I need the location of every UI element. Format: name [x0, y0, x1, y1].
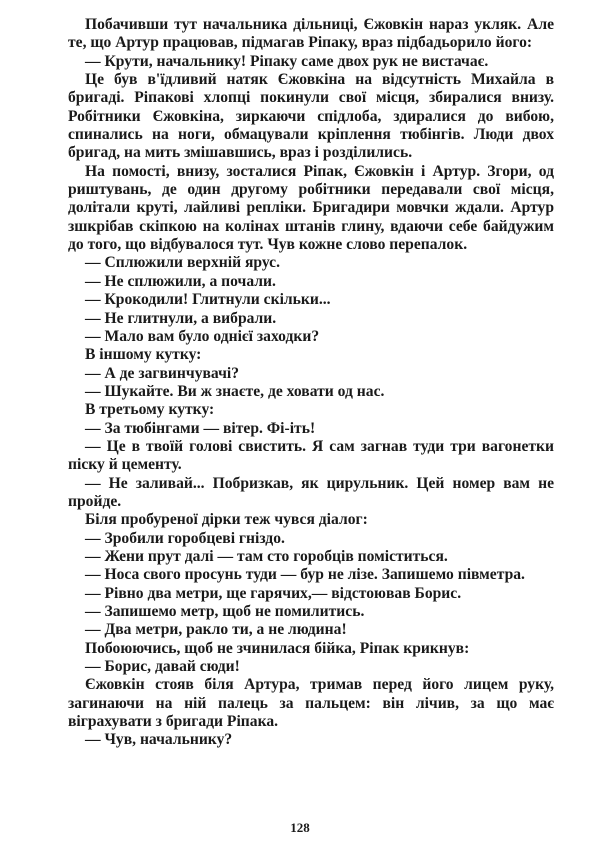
dialogue-line: — Мало вам було однієї заходки?: [85, 327, 320, 345]
dialogue-line: — Крокодили! Глитнули скільки...: [85, 291, 331, 309]
dialogue-line: — Жени прут далі — там сто горобців поміститься.: [85, 547, 448, 565]
paragraph: Єжовкін стояв біля Артура, тримав перед його лицем руку, загинаючи на ній палець за пальцем: він лічив, за що має віграхувати з бригади Ріпака.: [68, 676, 554, 731]
dialogue-line: — Два метри, ракло ти, а не людина!: [85, 621, 347, 639]
dialogue-line: — Не глитнули, а вибрали.: [85, 309, 277, 327]
dialogue-line: — Не заливай... Побризкав, як цирульник. Цей номер вам не пройде.: [68, 474, 554, 510]
dialogue-line: — Борис, давай сюди!: [85, 658, 240, 676]
dialogue-line: — Чув, начальнику?: [85, 731, 233, 749]
paragraph: Це був в'їдливий натяк Єжовкіна на відсутність Михайла в бригаді. Ріпакові хлопці покинули свої місця, збиралися внизу. Робітники Єжовкіна, зиркаючи спідлоба, здиралися до вибою, спинались на ноги, обмацували кріплення тюбінгів. Люди двох бригад, на мить змішавшись, враз і розділились.: [68, 71, 554, 162]
paragraph: В третьому кутку:: [85, 401, 215, 419]
dialogue-line: — За тюбінгами — вітер. Фі-іть!: [85, 419, 316, 437]
dialogue-line: — А де загвинчувачі?: [85, 364, 240, 382]
dialogue-line: — Шукайте. Ви ж знаєте, де ховати од нас.: [85, 382, 385, 400]
page-number: 128: [290, 820, 310, 835]
dialogue-line: — Це в твоїй голові свистить. Я сам загнав туди три вагонетки піску й цементу.: [68, 437, 554, 474]
dialogue-line: — Носа свого просунь туди — бур не лізе. Запишемо півметра.: [85, 566, 525, 584]
dialogue-line: — Сплюжили верхній ярус.: [85, 254, 280, 272]
paragraph: В іншому кутку:: [85, 346, 202, 364]
paragraph: На помості, внизу, зосталися Ріпак, Єжовкін і Артур. Згори, од риштувань, де один другому робітники передавали свої місця, долітали круті, лайливі репліки. Бригадири мовчки ждали. Артур зшкрібав скіпкою на колінах штанів глину, вдаючи себе байдужим до того, що відбувалося тут. Чув кожне слово перепалок.: [68, 162, 554, 254]
paragraph: Побоюючись, щоб не зчинилася бійка, Ріпак крикнув:: [85, 639, 470, 657]
dialogue-line: — Запишемо метр, щоб не помилитись.: [85, 603, 365, 620]
dialogue-line: — Крути, начальнику! Ріпаку саме двох рук не вистачає.: [85, 52, 489, 70]
dialogue-line: — Рівно два метри, ще гарячих,— відстоював Борис.: [85, 584, 462, 602]
dialogue-line: — Зробили горобцеві гніздо.: [85, 529, 285, 547]
paragraph: Біля пробуреної дірки теж чувся діалог:: [85, 511, 368, 529]
dialogue-line: — Не сплюжили, а почали.: [85, 272, 276, 290]
page-text: [68, 16, 554, 750]
paragraph: Побачивши тут начальника дільниці, Єжовкін нараз укляк. Але те, що Артур працював, підмагав Ріпаку, враз підбадьорило його:: [68, 16, 554, 52]
